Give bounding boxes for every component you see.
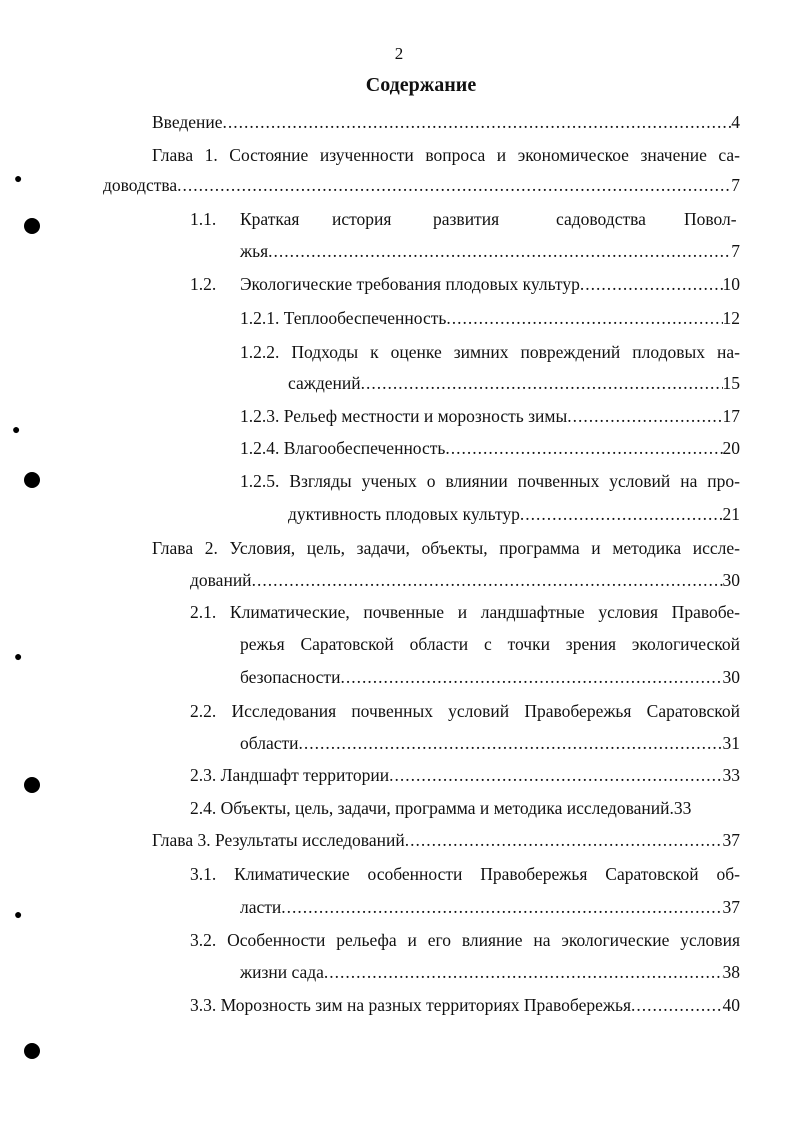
leader-dots [268,241,731,262]
leader-dots [324,962,723,983]
binder-hole [24,777,40,793]
toc-entry-2-3[interactable]: 2.3. Ландшафт территории ..... 33 [190,765,740,786]
toc-entry-chapter-1-cont[interactable]: доводства ..... 7 [103,175,740,196]
leader-dots [389,765,722,786]
binder-hole [24,218,40,234]
toc-entry-1-2-4[interactable]: 1.2.4. Влагообеспеченность ..... 20 [240,438,740,459]
toc-entry-chapter-2[interactable]: Глава 2. Условия, цель, задачи, объекты, программа и методика иссле- [152,538,740,558]
toc-entry-2-1[interactable]: 2.1. Климатические, почвенные и ландшафтные условия Правобе- [190,602,740,622]
toc-entry-chapter-3[interactable]: Глава 3. Результаты исследований ..... 37 [152,830,740,851]
leader-dots [446,308,722,329]
toc-entry-2-1-line2[interactable]: режья Саратовской области с точки зрения экологической [240,634,740,654]
toc-entry-1-2-1[interactable]: 1.2.1. Теплообеспеченность ..... 12 [240,308,740,329]
toc-entry-1-2-5-cont[interactable]: дуктивность плодовых культур ..... 21 [288,504,740,525]
leader-dots [340,667,722,688]
scan-mark-icon: ● [14,908,23,923]
toc-entry-2-2[interactable]: 2.2. Исследования почвенных условий Правобережья Саратовской [190,701,740,721]
leader-dots [223,112,732,133]
toc-entry-1-2-2-cont[interactable]: саждений ..... 15 [288,373,740,394]
toc-entry-1-2-5[interactable]: 1.2.5. Взгляды ученых о влиянии почвенных условий на про- [240,471,740,491]
toc-entry-3-1[interactable]: 3.1. Климатические особенности Правобережья Саратовской об- [190,864,740,884]
leader-dots [281,897,722,918]
toc-entry-2-1-cont[interactable]: безопасности ..... 30 [240,667,740,688]
toc-entry-1-2-3[interactable]: 1.2.3. Рельеф местности и морозность зимы ..... 17 [240,406,740,427]
toc-entry-3-2[interactable]: 3.2. Особенности рельефа и его влияние на экологические условия [190,930,740,950]
toc-entry-1-2-2[interactable]: 1.2.2. Подходы к оценке зимних повреждений плодовых на- [240,342,740,362]
leader-dots [445,438,722,459]
leader-dots [177,175,731,196]
leader-dots [299,733,723,754]
toc-entry-3-1-cont[interactable]: ласти ..... 37 [240,897,740,918]
toc-entry-text: Введение [152,112,223,132]
scan-mark-icon: ● [12,423,21,438]
toc-entry-3-3[interactable]: 3.3. Морозность зим на разных территориях Правобережья ..... 40 [190,995,740,1016]
binder-hole [24,1043,40,1059]
scan-mark-icon: ● [14,172,23,187]
binder-hole [24,472,40,488]
leader-dots [520,504,723,525]
leader-dots [361,373,723,394]
leader-dots [567,406,722,427]
scan-mark-icon: ● [14,650,23,665]
toc-entry-chapter-2-cont[interactable]: дований ..... 30 [190,570,740,591]
page-title: Содержание [365,74,477,96]
toc-entry-intro[interactable] [152,112,740,133]
toc-entry-2-4[interactable]: 2.4. Объекты, цель, задачи, программа и методика исследований.33 [190,798,692,818]
toc-entry-1-2[interactable]: 1.2. Экологические требования плодовых культур ..... 10 [190,274,740,295]
toc-entry-page: 4 [731,112,740,132]
leader-dots [580,274,723,295]
toc-entry-chapter-1[interactable]: Глава 1. Состояние изученности вопроса и экономическое значение са- [152,145,740,165]
leader-dots [405,830,723,851]
toc-entry-1-1-cont[interactable]: жья ..... 7 [240,241,740,262]
leader-dots [631,995,722,1016]
toc-entry-3-2-cont[interactable]: жизни сада ..... 38 [240,962,740,983]
toc-entry-2-2-cont[interactable]: области ..... 31 [240,733,740,754]
page-number: 2 [394,44,404,63]
leader-dots [252,570,723,591]
